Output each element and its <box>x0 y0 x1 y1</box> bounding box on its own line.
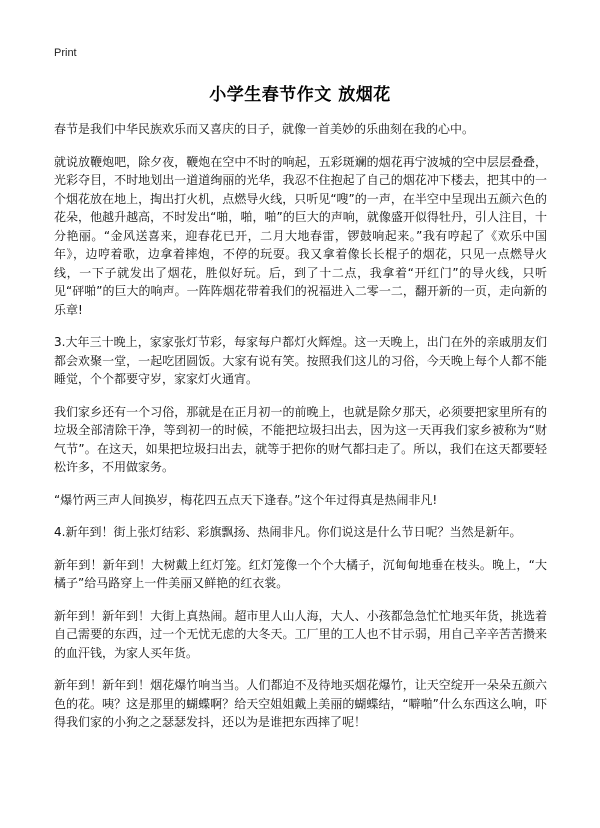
print-link[interactable]: Print <box>54 47 77 59</box>
paragraph: “爆竹两三声人间换岁，梅花四五点天下逢春。”这个年过得真是热闹非凡! <box>54 492 438 507</box>
paragraph: 新年到！新年到！烟花爆竹响当当。人们都迫不及待地买烟花爆竹，让天空绽开一朵朵五颜六色的花。咦？这是那里的蝴蝶啊？给天空姐姐戴上美丽的蝴蝶结，“噼啪”什么东西这么响，吓得我们家的小狗之之瑟瑟发抖，还以为是谁把东西摔了呢！ <box>54 678 547 729</box>
paragraph: 新年到！新年到！大树戴上红灯笼。红灯笼像一个个大橘子，沉甸甸地垂在枝头。晚上，“大橘子”给马路穿上一件美丽又鲜艳的红衣裳。 <box>54 557 547 590</box>
paragraph: 我们家乡还有一个习俗，那就是在正月初一的前晚上，也就是除夕那天，必须要把家里所有的垃圾全部清除干净，等到初一的时候，不能把垃圾扫出去，因为这一天再我们家乡被称为“财气节”。在这天，如果把垃圾扫出去，就等于把你的财气都扫走了。所以，我们在这天都要轻松许多，不用做家务。 <box>54 404 547 474</box>
paragraph: 新年到！新年到！大街上真热闹。超市里人山人海，大人、小孩都急急忙忙地买年货，挑选着自己需要的东西，过一个无忧无虑的大冬天。工厂里的工人也不甘示弱，用自己辛辛苦苦攒来的血汗钱，为家人买年货。 <box>54 608 547 660</box>
paragraph: 3.大年三十晚上，家家张灯节彩，每家每户都灯火辉煌。这一天晚上，出门在外的亲戚朋友们都会欢聚一堂，一起吃团圆饭。大家有说有笑。按照我们这儿的习俗，今天晚上每个人都不能睡觉，个个都要守岁，家家灯火通宵。 <box>54 335 547 386</box>
paragraph: 4.新年到！街上张灯结彩、彩旗飘扬、热闹非凡。你们说这是什么节日呢？当然是新年。 <box>54 525 522 539</box>
paragraph: 就说放鞭炮吧，除夕夜，鞭炮在空中不时的响起，五彩斑斓的烟花再宁波城的空中层层叠叠，光彩夺目，不时地划出一道道绚丽的光华，我忍不住抱起了自己的烟花冲下楼去，把其中的一个烟花放在地上，掏出打火机，点燃导火线，只听见“嗖”的一声，在半空中呈现出五颜六色的花朵，他越升越高，不时发出“啪，啪，啪”的巨大的声响，就像盛开似得牡丹，引人注目，十分艳丽。“金风送喜来，迎春花已开，二月大地春雷，锣鼓响起来。”我有哼起了《欢乐中国年》，边哼着歌，边拿着摔炮，不停的玩耍。我又拿着像长长棍子的烟花，只见一点燃导火线，一下子就发出了烟花，胜似好玩。后，到了十二点，我拿着“开红门”的导火线，只听见“砰啪”的巨大的响声。一阵阵烟花带着我们的祝福进入二零一二，翻开新的一页，走向新的乐章! <box>54 154 547 317</box>
page-title: 小学生春节作文 放烟花 <box>209 85 391 105</box>
paragraph: 春节是我们中华民族欢乐而又喜庆的日子，就像一首美妙的乐曲刻在我的心中。 <box>54 122 475 136</box>
article-body <box>54 120 547 746</box>
